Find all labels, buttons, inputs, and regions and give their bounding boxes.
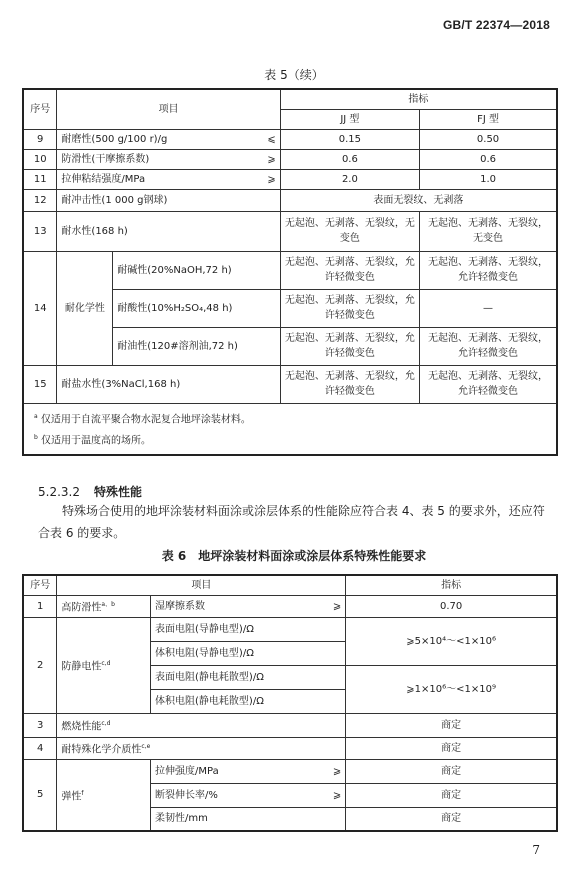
table-row: 13 耐水性(168 h) 无起泡、无剥落、无裂纹，无变色 无起泡、无剥落、无裂纹，无变色 (23, 211, 557, 251)
section-title: 特殊性能 (93, 485, 142, 499)
page-number: 7 (532, 843, 540, 857)
th-jj: JJ 型 (280, 109, 419, 129)
table-row: 9 耐磨性(500 g/100 r)/g ⩽ 0.15 0.50 (23, 129, 557, 149)
table-row: 柔韧性/mm 商定 (23, 807, 557, 831)
table5-caption: 表 5（续） (264, 68, 324, 82)
table-row: 断裂伸长率/% ⩾ 商定 (23, 783, 557, 807)
table-row: 14 耐化学性 耐碱性(20%NaOH,72 h) 无起泡、无剥落、无裂纹，允许轻微变色 无起泡、无剥落、无裂纹，允许轻微变色 (23, 251, 557, 289)
footnote: $^b$ 仅适用于温度高的场所。 (34, 433, 151, 447)
table-row: 耐酸性(10%H₂SO₄,48 h) 无起泡、无剥落、无裂纹，允许轻微变色 — (23, 289, 557, 327)
th-item: 项目 (57, 89, 280, 129)
table6 (22, 574, 558, 832)
table-row: 体积电阻(导静电型)/Ω (23, 641, 557, 665)
table-row: 11 拉伸粘结强度/MPa ⩾ 2.0 1.0 (23, 169, 557, 189)
th-index: 指标 (346, 575, 557, 595)
table-row: 4 耐特殊化学介质性$^{c,e}$ 商定 (23, 737, 557, 759)
table-row: 表面电阻(静电耗散型)/Ω ⩾1×10⁶～<1×10⁹ (23, 665, 557, 689)
table-row: 2 防静电性$^{c,d}$ 表面电阻(导静电型)/Ω ⩾5×10⁴～<1×10⁶ (23, 617, 557, 641)
standard-code: GB/T 22374—2018 (442, 18, 550, 32)
table5 (22, 88, 558, 456)
footnote: $^a$ 仅适用于自流平聚合物水泥复合地坪涂装材料。 (34, 412, 251, 425)
table-row: 15 耐盐水性(3%NaCl,168 h) 无起泡、无剥落、无裂纹，允许轻微变色 无起泡、无剥落、无裂纹，允许轻微变色 (23, 365, 557, 403)
table-row: 12 耐冲击性(1 000 g钢球) 表面无裂纹、无剥落 (23, 189, 557, 211)
table-row: 体积电阻(静电耗散型)/Ω (23, 689, 557, 713)
th-index: 指标 (280, 89, 557, 109)
section-number: 5.2.3.2 (38, 485, 80, 499)
table5-notes (23, 403, 557, 455)
th-no: 序号 (23, 575, 57, 595)
th-no: 序号 (23, 89, 57, 129)
table-row: 10 防滑性(干摩擦系数) ⩾ 0.6 0.6 (23, 149, 557, 169)
section-heading (38, 483, 142, 500)
th-fj: FJ 型 (420, 109, 557, 129)
body-paragraph: 特殊场合使用的地坪涂装材料面涂或涂层体系的性能除应符合表 4、表 5 的要求外，还应符合表 6 的要求。 (38, 504, 545, 540)
table6-caption: 表 6 地坪涂装材料面涂或涂层体系特殊性能要求 (161, 549, 427, 563)
table-row: 5 弹性$^f$ 拉伸强度/MPa ⩾ 商定 (23, 759, 557, 783)
th-item: 项目 (57, 575, 346, 595)
table-row: 耐油性(120#溶剂油,72 h) 无起泡、无剥落、无裂纹，允许轻微变色 无起泡、无剥落、无裂纹，允许轻微变色 (23, 327, 557, 365)
table-row: 1 高防滑性$^{a、b}$ 湿摩擦系数 ⩾ 0.70 (23, 595, 557, 617)
table-row: 3 燃烧性能$^{c,d}$ 商定 (23, 713, 557, 737)
